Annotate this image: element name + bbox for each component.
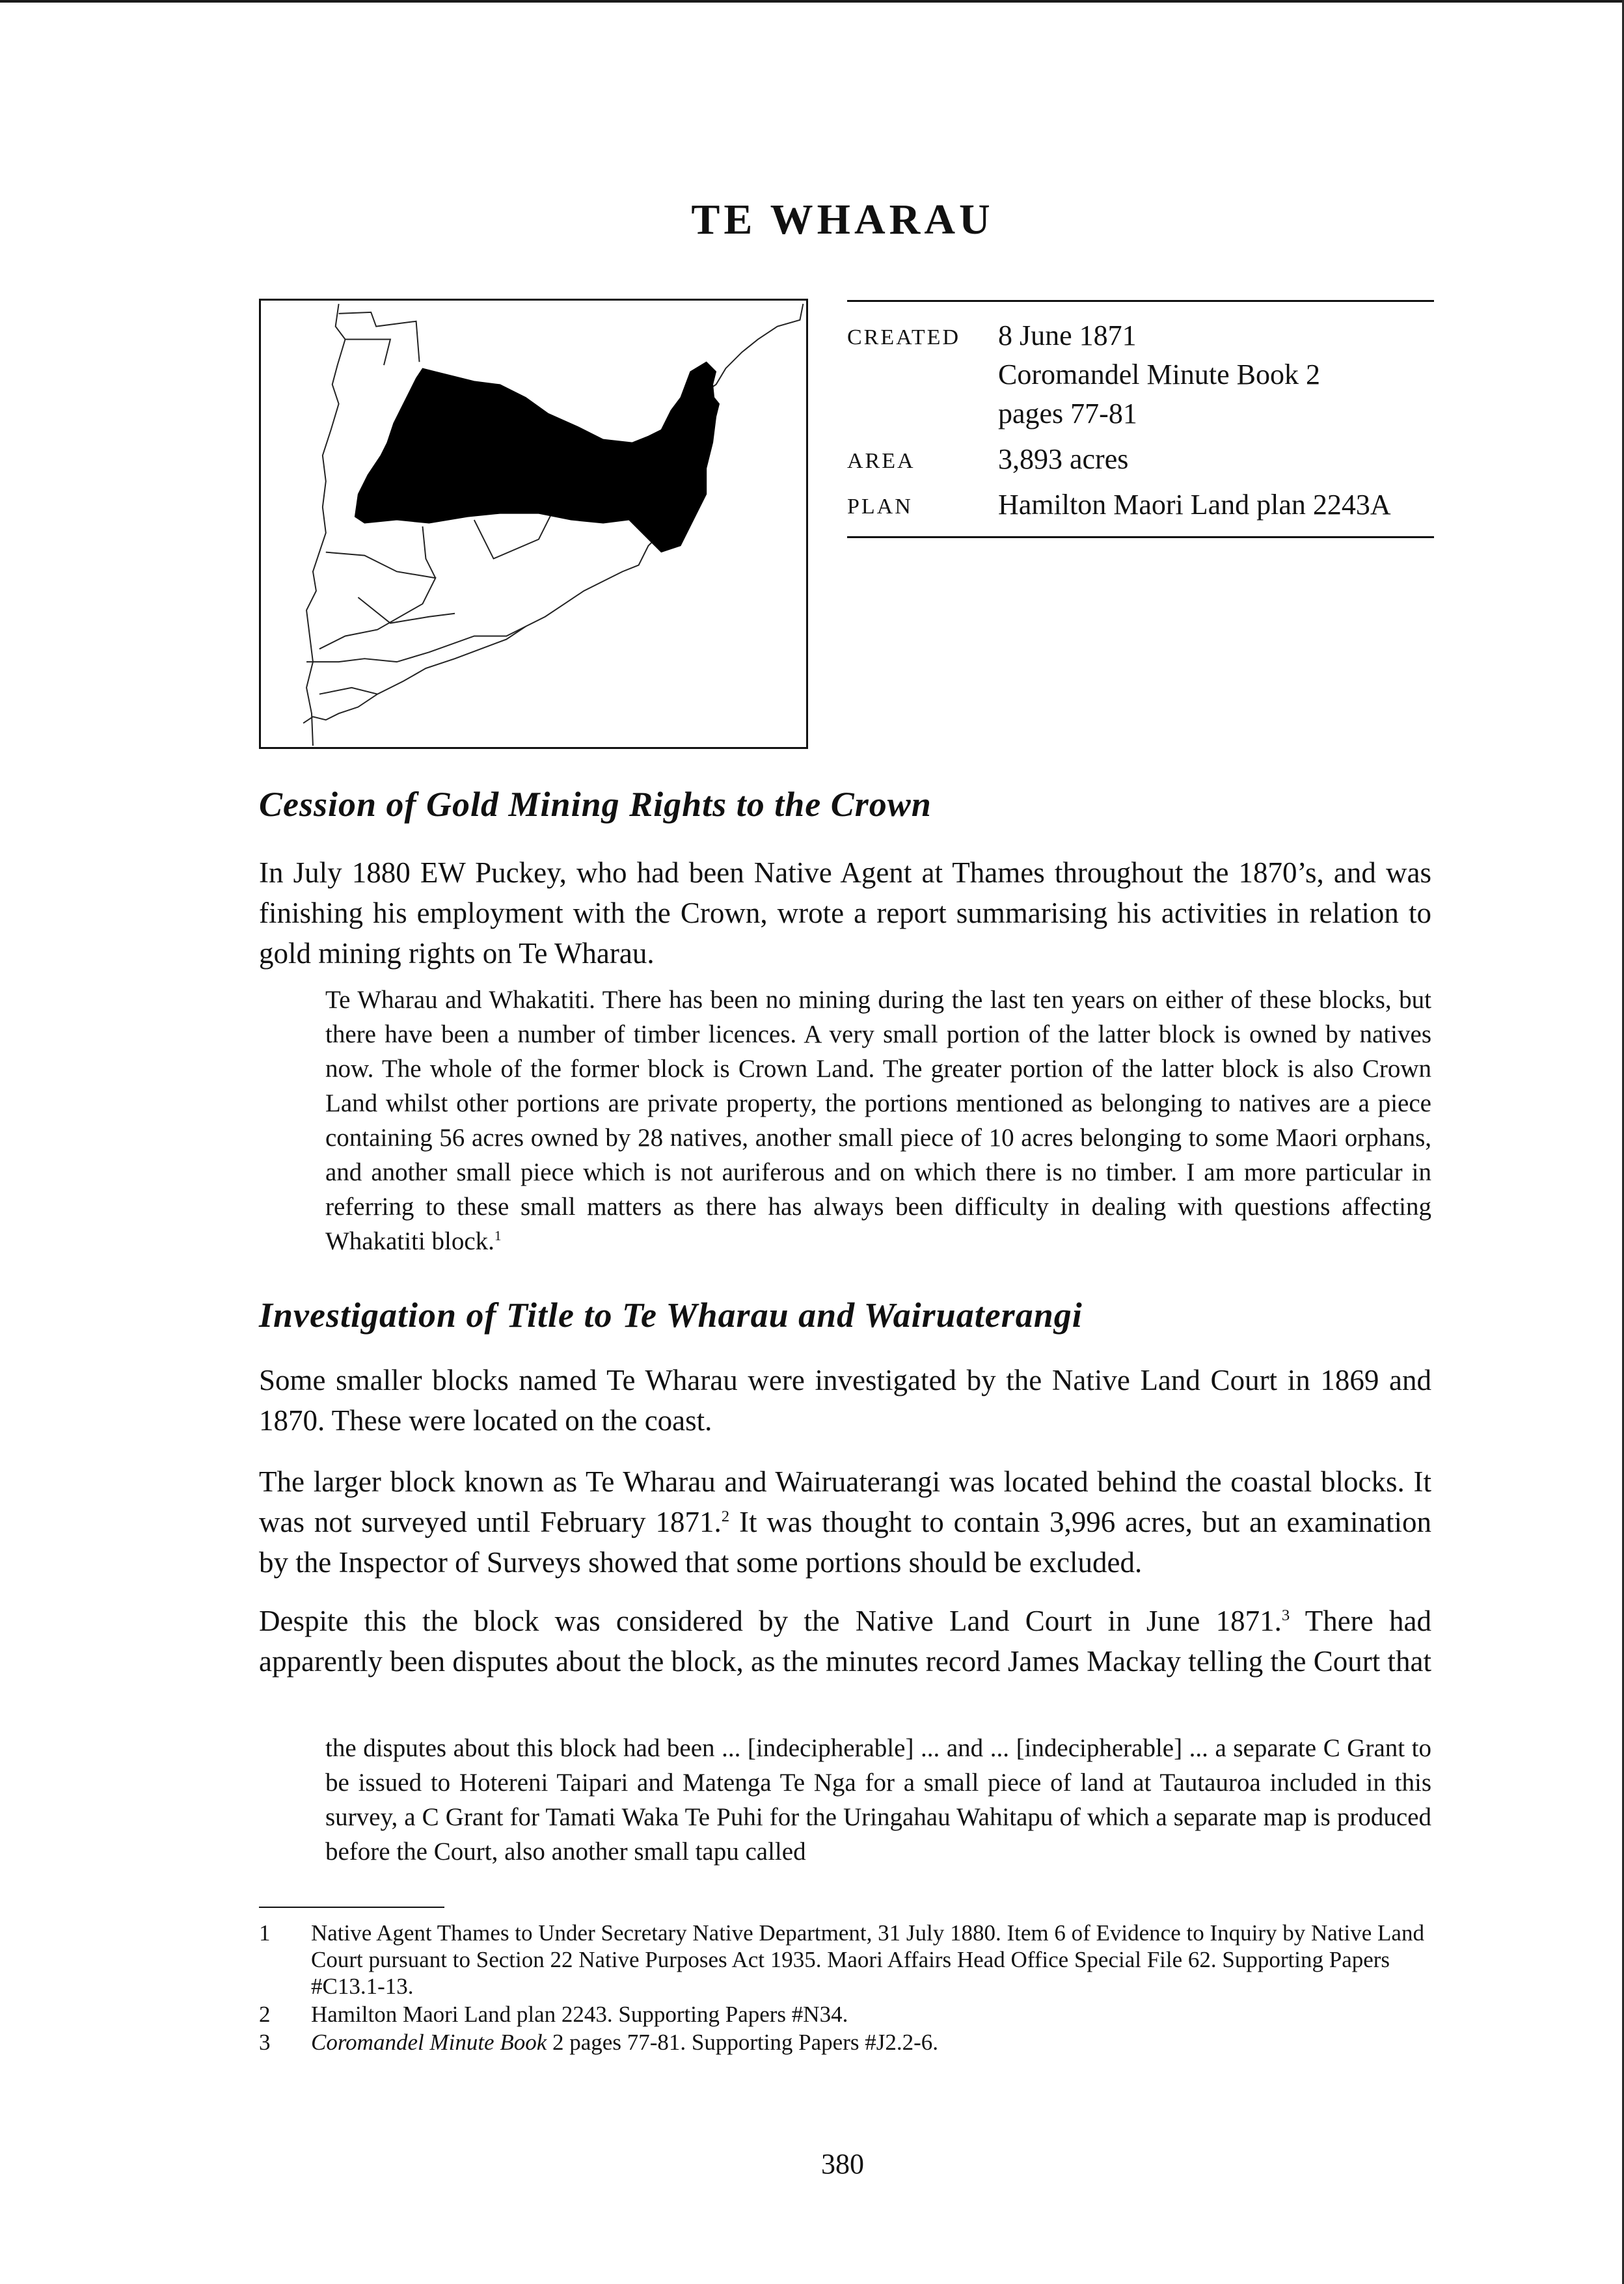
footnote-1	[259, 1920, 1431, 2000]
created-value	[998, 316, 1320, 433]
created-minute-book: Coromandel Minute Book 2	[998, 359, 1320, 390]
footnote-number: 3	[259, 2030, 271, 2055]
cession-paragraph: In July 1880 EW Puckey, who had been Native Agent at Thames throughout the 1870’s, and was finishing his employment with the Crown, wrote a report summarising his activities in relation to gold mining rights on Te Wharau.	[259, 856, 1431, 970]
footnotes	[259, 1920, 1431, 2057]
footnote-number: 2	[259, 2002, 271, 2027]
area-row	[847, 440, 1434, 479]
footnote-divider	[259, 1907, 444, 1908]
footnote-source-title: Coromandel Minute Book	[311, 2030, 547, 2055]
footnote-3	[259, 2029, 1431, 2056]
footnote-2	[259, 2001, 1431, 2028]
investigation-paragraph-2-a: The larger block known as Te Wharau and Wairuaterangi was located behind the coastal blocks. It was not surveyed until February 1871.	[259, 1465, 1431, 1538]
footnote-number: 1	[259, 1920, 271, 1946]
section-heading-cession: Cession of Gold Mining Rights to the Crown	[259, 785, 932, 824]
area-value: 3,893 acres	[998, 443, 1129, 475]
investigation-paragraph-3-b: There had apparently been disputes about the block, as the minutes record James Mackay telling the Court that	[259, 1605, 1431, 1678]
footnote-text	[311, 2029, 1431, 2056]
footnote-ref-1[interactable]: 1	[494, 1228, 502, 1244]
scan-edge-top	[0, 0, 1624, 3]
footnote-text: Hamilton Maori Land plan 2243. Supporting Papers #N34.	[311, 2002, 848, 2027]
investigation-paragraph-1: Some smaller blocks named Te Wharau were investigated by the Native Land Court in 1869 and 1870. These were located on the coast.	[259, 1364, 1431, 1437]
cession-quote	[325, 983, 1431, 1258]
footnote-ref-2[interactable]: 2	[721, 1508, 730, 1525]
footnote-ref-3[interactable]: 3	[1281, 1607, 1290, 1624]
created-label: CREATED	[847, 325, 960, 349]
created-pages: pages 77-81	[998, 398, 1137, 429]
plan-label: PLAN	[847, 495, 913, 519]
page-title: TE WHARAU	[691, 196, 994, 243]
plan-row	[847, 485, 1434, 524]
created-row	[847, 316, 1434, 433]
plan-value: Hamilton Maori Land plan 2243A	[998, 489, 1391, 521]
location-map	[259, 299, 808, 749]
footnote-source-detail: 2 pages 77-81. Supporting Papers #J2.2-6.	[547, 2030, 939, 2055]
area-label: AREA	[847, 449, 915, 473]
section-heading-investigation: Investigation of Title to Te Wharau and Wairuaterangi	[259, 1296, 1083, 1335]
block-map-figure	[261, 301, 806, 747]
cession-quote-text: Te Wharau and Whakatiti. There has been no mining during the last ten years on either of these blocks, but there have been a number of timber licences. A very small portion of the latter block is owned by natives now. The whole of the former block is Crown Land. The greater portion of the latter block is also Crown Land whilst other portions are private property, the portions mentioned as belonging to natives are a piece containing 56 acres owned by 28 natives, another small piece of 10 acres belonging to some Maori orphans, and another small piece which is not auriferous and on which there is no timber. I am more particular in referring to these small matters as there has always been difficulty in dealing with questions affecting Whakatiti block.	[325, 986, 1431, 1255]
footnote-text: Native Agent Thames to Under Secretary Native Department, 31 July 1880. Item 6 of Evidence to Inquiry by Native Land Court pursuant to Section 22 Native Purposes Act 1935. Maori Affairs Head Office Special File 62. Supporting Papers #C13.1-13.	[311, 1920, 1424, 1999]
investigation-paragraph-2	[259, 1461, 1431, 1583]
investigation-paragraph-2-b: It was thought to contain 3,996 acres, but an examination by the Inspector of Surveys showed that some portions should be excluded.	[259, 1506, 1431, 1579]
investigation-quote: the disputes about this block had been ... [indecipherable] ... and ... [indecipherable] ... a separate C Grant to be issued to Hotereni Taipari and Matenga Te Nga for a small piece of land at Tautauroa included in this survey, a C Grant for Tamati Waka Te Puhi for the Uringahau Wahitapu of which a separate map is produced before the Court, also another small tapu called	[325, 1734, 1431, 1866]
created-date: 8 June 1871	[998, 319, 1137, 351]
investigation-paragraph-3	[259, 1601, 1431, 1681]
block-info-table	[847, 300, 1434, 538]
page-number: 380	[821, 2148, 864, 2180]
investigation-paragraph-3-a: Despite this the block was considered by the Native Land Court in June 1871.	[259, 1605, 1282, 1637]
